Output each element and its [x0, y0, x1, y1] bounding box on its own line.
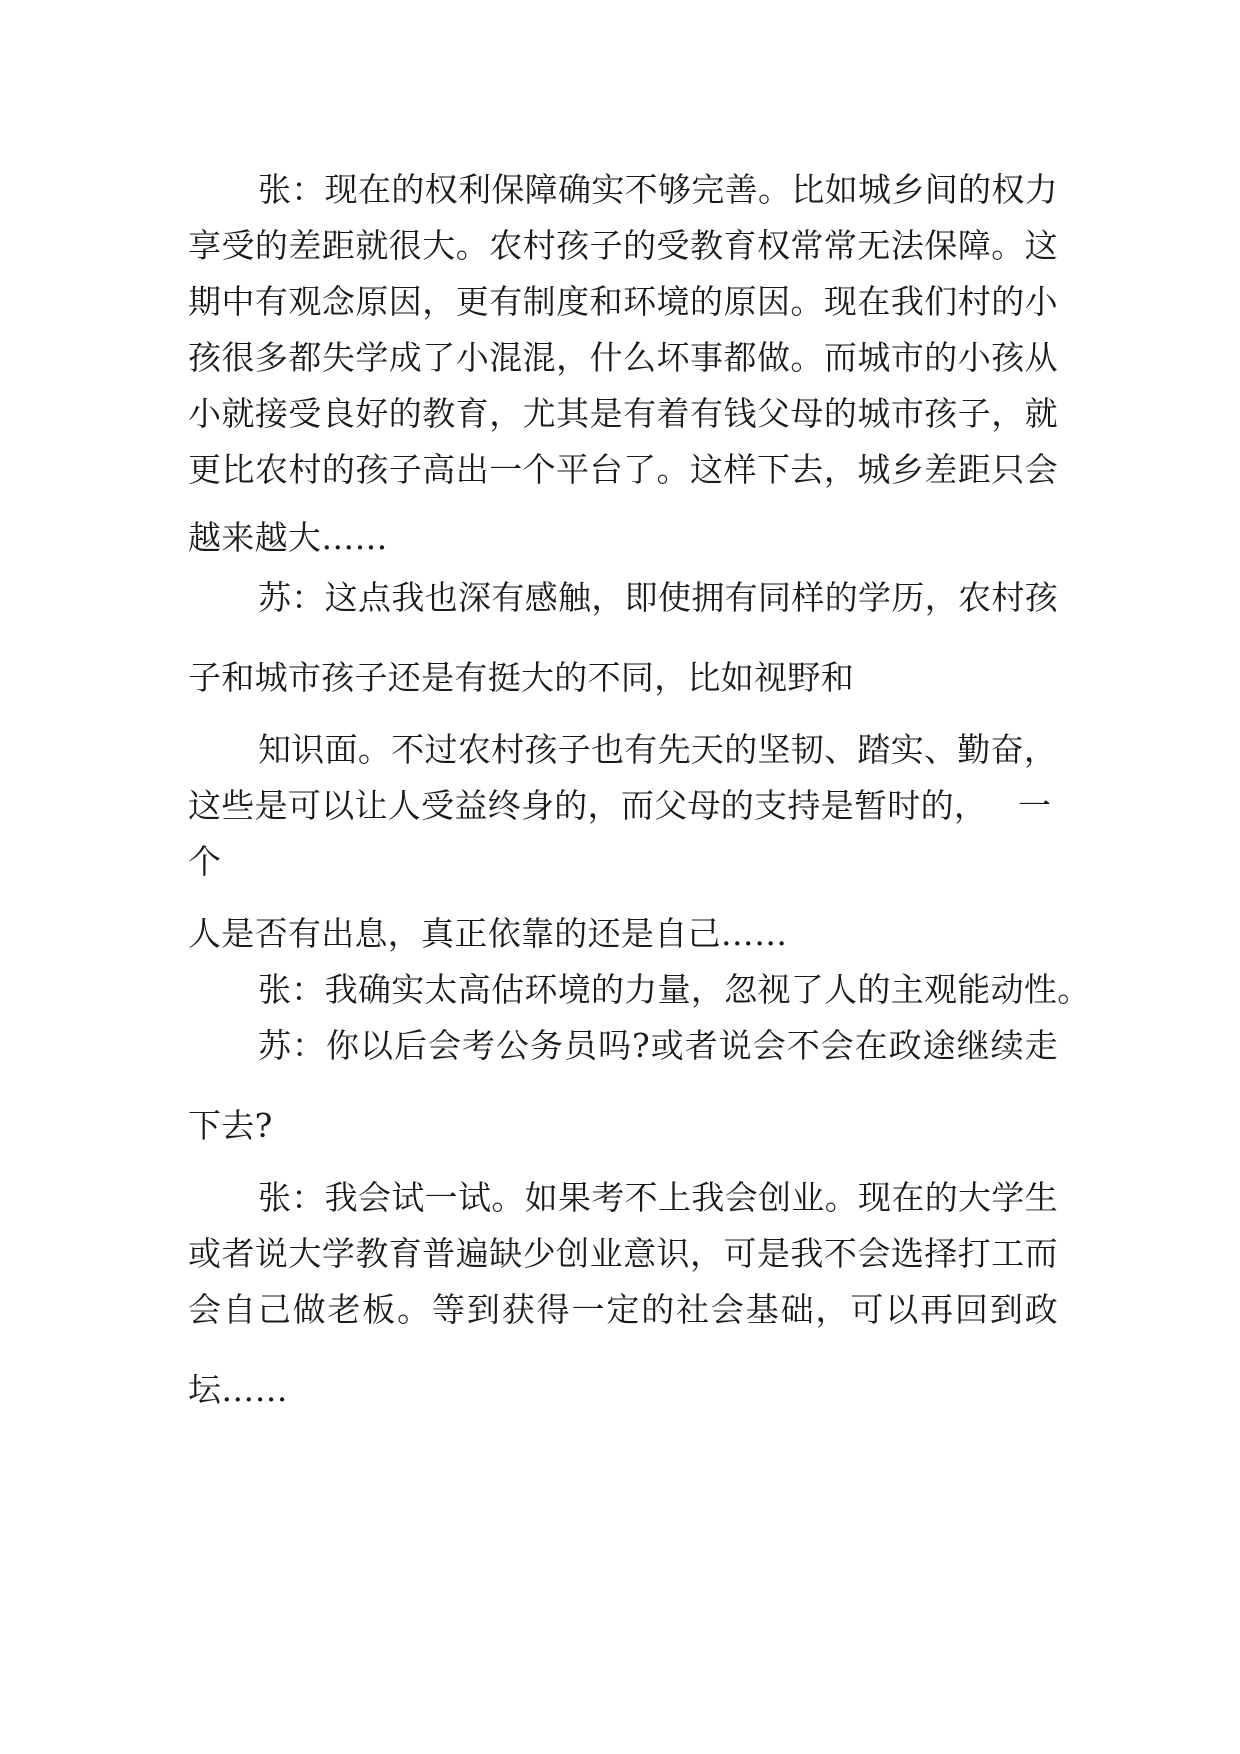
paragraph-line: 张：我确实太高估环境的力量，忽视了人的主观能动性。	[258, 970, 1091, 1009]
paragraph-line: 越来越大……	[188, 518, 388, 557]
paragraph-line: 会自己做老板。等到获得一定的社会基础，可以再回到政	[188, 1290, 1058, 1329]
paragraph-line: 或者说大学教育普遍缺少创业意识，可是我不会选择打工而	[188, 1234, 1058, 1273]
paragraph-line: 苏：这点我也深有感触，即使拥有同样的学历，农村孩	[258, 578, 1058, 617]
paragraph-line: 坛……	[188, 1370, 288, 1409]
paragraph-line: 更比农村的孩子高出一个平台了。这样下去，城乡差距只会	[188, 450, 1058, 489]
paragraph-line: 享受的差距就很大。农村孩子的受教育权常常无法保障。这	[188, 226, 1058, 265]
paragraph-line: 人是否有出息，真正依靠的还是自己……	[188, 914, 788, 953]
paragraph-line: 小就接受良好的教育，尤其是有着有钱父母的城市孩子，就	[188, 394, 1058, 433]
paragraph-line: 张：现在的权利保障确实不够完善。比如城乡间的权力	[258, 170, 1058, 209]
paragraph-line: 这些是可以让人受益终身的，而父母的支持是暂时的，	[188, 786, 988, 825]
paragraph-line: 子和城市孩子还是有挺大的不同，比如视野和	[188, 658, 854, 697]
paragraph-line: 苏：你以后会考公务员吗?或者说会不会在政途继续走	[258, 1026, 1058, 1065]
paragraph-line: 个	[188, 842, 222, 881]
paragraph-line: 下去?	[188, 1106, 273, 1145]
paragraph-line: 孩很多都失学成了小混混，什么坏事都做。而城市的小孩从	[188, 338, 1058, 377]
paragraph-line: 一	[1018, 786, 1052, 825]
paragraph-line: 张：我会试一试。如果考不上我会创业。现在的大学生	[258, 1178, 1058, 1217]
paragraph-line: 期中有观念原因，更有制度和环境的原因。现在我们村的小	[188, 282, 1058, 321]
paragraph-line: 知识面。不过农村孩子也有先天的坚韧、踏实、勤奋，	[258, 730, 1058, 769]
